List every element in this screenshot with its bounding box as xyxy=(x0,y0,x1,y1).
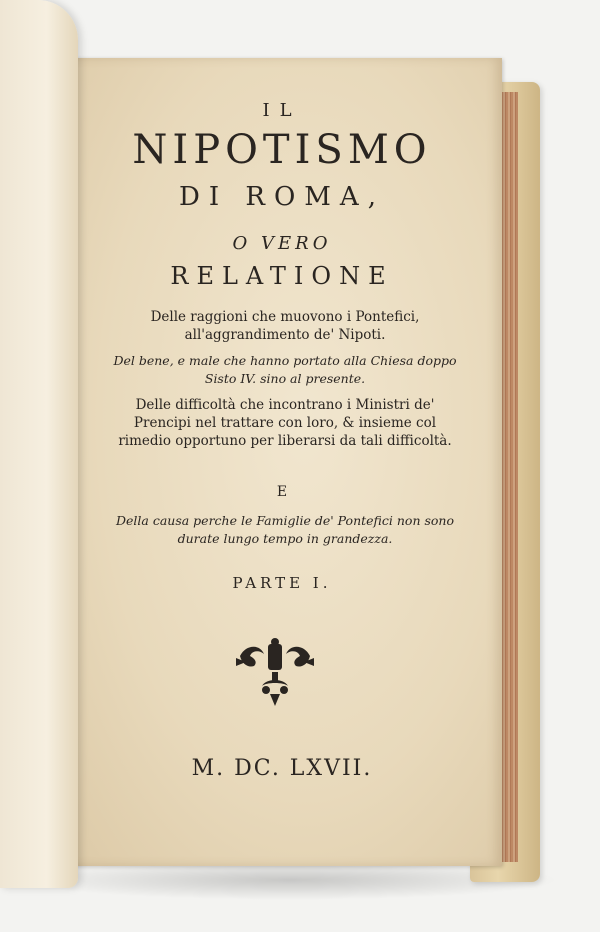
title-o-vero: O VERO xyxy=(232,233,332,254)
title-page xyxy=(62,58,502,866)
title-relatione: RELATIONE xyxy=(170,262,394,290)
title-il: IL xyxy=(262,100,302,121)
description-paragraph-1: Delle raggioni che muovono i Pontefici, all'aggrandimento de' Nipoti. xyxy=(150,309,420,343)
conjunction-e: E xyxy=(276,484,288,500)
part-label: PARTE I. xyxy=(232,574,332,592)
title-nipotismo: NIPOTISMO xyxy=(132,127,432,173)
imprint-date: M. DC. LXVII. xyxy=(191,756,373,781)
vellum-flyleaf xyxy=(0,0,78,888)
description-paragraph-4: Della causa perche le Famiglie de' Pontefici non sono durate lungo tempo in grandezza. xyxy=(116,513,454,546)
title-di-roma: DI ROMA, xyxy=(179,182,385,212)
fleuron-ornament-icon xyxy=(232,636,318,710)
description-paragraph-2: Del bene, e male che hanno portato alla Chiesa doppo Sisto IV. sino al presente. xyxy=(113,353,457,386)
description-paragraph-3: Delle difficoltà che incontrano i Ministri de' Prencipi nel trattare con loro, & insieme col rimedio opportuno per liberarsi da tali difficoltà. xyxy=(118,397,452,449)
